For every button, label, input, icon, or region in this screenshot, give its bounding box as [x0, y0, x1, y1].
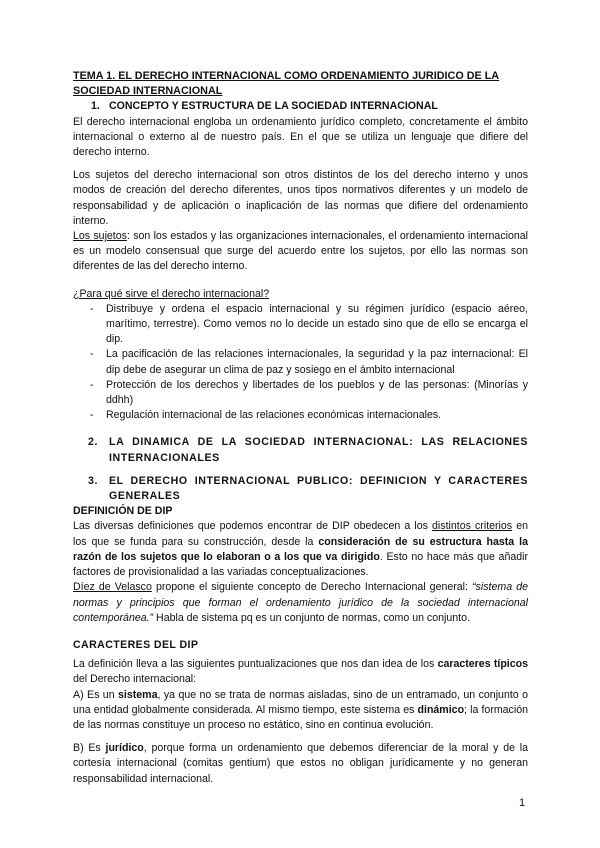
list-item [90, 302, 528, 348]
text-run-bold: sistema [118, 688, 158, 701]
sujetos-text: : son los estados y las organizaciones internacionales, el ordenamiento internacional es un modelo consensual que surge del acuerdo entre los sujetos, por ello las normas son diferentes de las del derecho interno. [73, 230, 528, 273]
text-run: propone el siguiente concepto de Derecho Internacional general: [151, 581, 473, 594]
sujetos-label: Los sujetos [73, 230, 127, 243]
section-2-number: 2. [88, 436, 99, 449]
section-3-title: EL DERECHO INTERNACIONAL PUBLICO: DEFINICION Y CARACTERES GENERALES [109, 474, 528, 503]
text-run: , ya que no se trata de normas aisladas, sino de un entramado, un conjunto o una entidad globalmente considerada. Al mismo tiempo, este sistema es [73, 688, 528, 716]
text-run-bold: caracteres típicos [437, 658, 528, 671]
text-run: . Esto no hace más que añadir factores de provisionalidad a las variadas conceptualizaciones. [73, 550, 529, 579]
section-1-title: CONCEPTO Y ESTRUCTURA DE LA SOCIEDAD INTERNACIONAL [109, 100, 438, 113]
text-run: en los que se funda para su construcción, desde la [73, 520, 529, 548]
document-page [73, 69, 528, 787]
list-item [90, 408, 528, 423]
text-run: A) Es un [73, 688, 118, 701]
section-3-heading [88, 474, 528, 504]
dash-bullet: - [90, 348, 94, 361]
paragraph-intro: El derecho internacional engloba un ordenamiento jurídico completo, concretamente el ámbito internacional o externo al de nuestro país. En el que se utiliza un lenguaje que difiere del derecho interno. [73, 115, 528, 159]
text-run-bold: dinámico [417, 703, 465, 716]
text-run: Las diversas definiciones que podemos encontrar de DIP obedecen a los [73, 520, 433, 533]
title-line-2: SOCIEDAD INTERNACIONAL [73, 85, 223, 98]
text-run: , porque forma un ordenamiento que debemos diferenciar de la moral y de la cortesía internacional (comitas gentium) que estos no obligan jurídicamente y no generan responsabilidad internacional. [73, 742, 529, 785]
list-item-text: Distribuye y ordena el espacio internacional y su régimen jurídico (espacio aéreo, marítimo, terrestre). Como vemos no lo decide un estado sino que de ello se encarga el dip. [106, 302, 528, 346]
author-name: Díez de Velasco [73, 581, 152, 594]
question-heading: ¿Para qué sirve el derecho internacional? [73, 287, 270, 300]
paragraph-diez-de-velasco [73, 580, 528, 626]
paragraph-caracteres-intro [73, 657, 528, 687]
document-title [73, 69, 528, 99]
list-item [90, 347, 528, 377]
paragraph-caracter-a [73, 688, 528, 734]
text-run: Habla de sistema pq es un conjunto de normas, como un conjunto. [153, 611, 470, 624]
paragraph-sujetos [73, 229, 528, 275]
page-number: 1 [519, 797, 526, 809]
text-run-bold: jurídico [105, 742, 144, 755]
section-1-heading [91, 99, 528, 114]
title-line-1: TEMA 1. EL DERECHO INTERNACIONAL COMO ORDENAMIENTO JURIDICO DE LA [73, 70, 500, 82]
paragraph-sujetos-overview: Los sujetos del derecho internacional son otros distintos de los del derecho interno y unos modos de creación del derecho diferentes, unos tipos normativos diferentes y un modelo de responsabilidad y de aplicación o inaplicación de las normas que difiere del ordenamiento interno. [73, 169, 528, 227]
list-item-text: Protección de los derechos y libertades de los pueblos y de las personas: (Minorías y ddhh) [106, 378, 528, 407]
paragraph-caracter-b [73, 741, 528, 787]
text-run: del Derecho internacional: [73, 673, 197, 686]
section-2-title: LA DINAMICA DE LA SOCIEDAD INTERNACIONAL: LAS RELACIONES INTERNACIONALES [109, 436, 528, 464]
definition-heading: DEFINICIÓN DE DIP [73, 505, 173, 518]
text-run: B) Es [73, 742, 106, 755]
text-run: ; la formación de las normas constituye un proceso no estático, sino en continua evolución. [73, 703, 528, 731]
list-item [90, 378, 528, 408]
text-run: La definición lleva a las siguientes puntualizaciones que nos dan idea de los [73, 658, 438, 671]
dash-bullet: - [90, 302, 94, 315]
dash-bullet: - [90, 409, 94, 422]
purpose-list [73, 302, 528, 424]
list-item-text: Regulación internacional de las relaciones económicas internacionales. [106, 409, 442, 422]
list-item-text: La pacificación de las relaciones internacionales, la seguridad y la paz internacional: El dip debe de asegurar un clima de paz y sosiego en el ámbito internacional [106, 348, 528, 376]
paragraph-definition [73, 519, 528, 580]
dash-bullet: - [90, 378, 94, 391]
quote-text: “sistema de normas y principios que forman el ordenamiento jurídico de la sociedad internacional contemporánea.” [73, 581, 528, 624]
section-1-number: 1. [91, 100, 100, 113]
section-3-number: 3. [88, 474, 99, 487]
text-run-underlined: distintos criterios [432, 520, 513, 533]
caracteres-heading: CARACTERES DEL DIP [73, 638, 199, 651]
text-run-bold: consideración de su estructura hasta la razón de los sujetos que lo elaboran o a los que va dirigido [73, 535, 528, 563]
section-2-heading [88, 435, 528, 465]
